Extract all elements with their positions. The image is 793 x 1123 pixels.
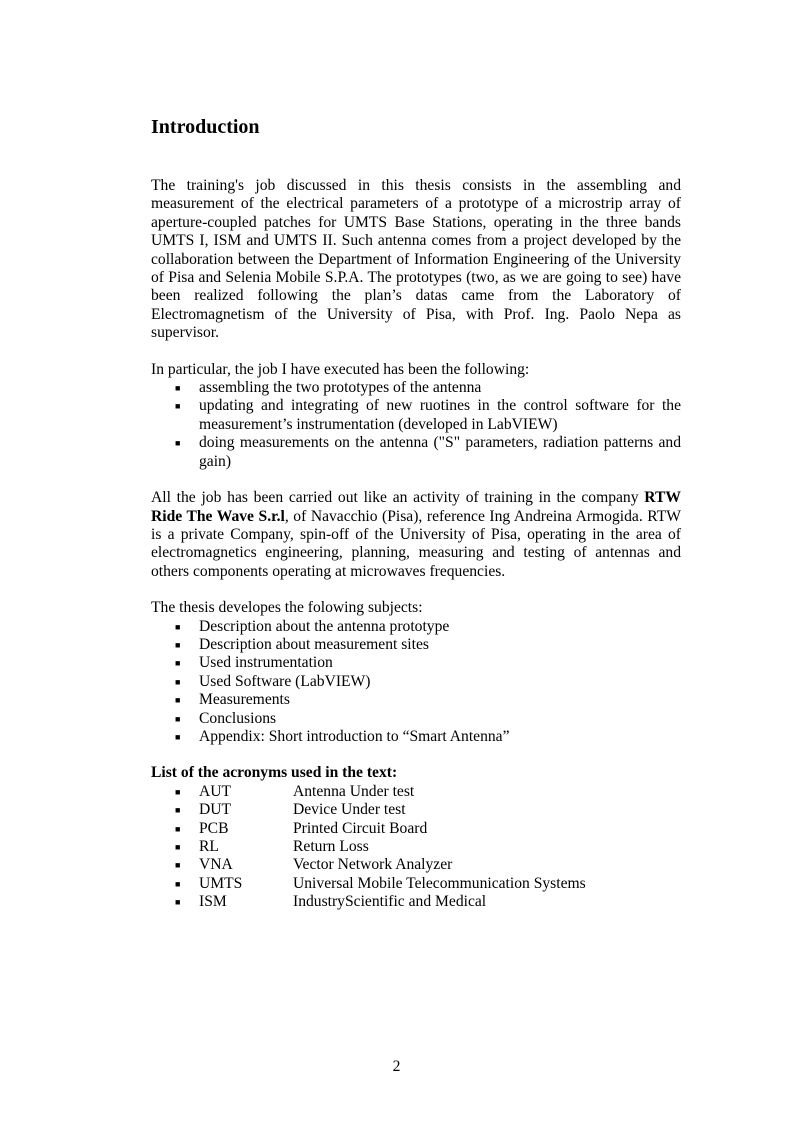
acronym-row bbox=[151, 820, 681, 838]
subjects-intro: The thesis developes the folowing subjects: bbox=[151, 599, 423, 617]
bullet-icon: ■ bbox=[175, 639, 181, 650]
list-item-text: Used Software (LabVIEW) bbox=[199, 672, 371, 690]
list-item-text: updating and integrating of new ruotines in the control software for the measurement’s instrumentation (developed in LabVIEW) bbox=[199, 397, 681, 433]
list-item-text: Used instrumentation bbox=[199, 654, 333, 672]
bullet-icon: ■ bbox=[175, 713, 181, 724]
subjects-list bbox=[151, 618, 681, 747]
bullet-icon: ■ bbox=[175, 823, 181, 834]
page-number: 2 bbox=[392, 1058, 401, 1075]
acronym-meaning: Antenna Under test bbox=[293, 782, 415, 800]
bullet-icon: ■ bbox=[175, 731, 181, 742]
list-item bbox=[151, 397, 681, 434]
acronym-abbr: AUT bbox=[199, 782, 232, 800]
acronym-row bbox=[151, 838, 681, 856]
list-item-text: Description about measurement sites bbox=[199, 635, 429, 653]
list-item bbox=[151, 728, 681, 746]
acronym-meaning: IndustryScientific and Medical bbox=[293, 893, 487, 911]
acronym-meaning: Printed Circuit Board bbox=[293, 819, 428, 837]
acronym-meaning: Universal Mobile Telecommunication Systems bbox=[293, 874, 586, 892]
list-item-text: Conclusions bbox=[199, 709, 277, 727]
company-paragraph-before: All the job has been carried out like an activity of training in the company bbox=[151, 489, 645, 507]
company-paragraph bbox=[151, 489, 681, 581]
bullet-icon: ■ bbox=[175, 860, 181, 871]
job-list bbox=[151, 379, 681, 471]
intro-paragraph: The training's job discussed in this thesis consists in the assembling and measurement of the electrical parameters of a prototype of a microstrip array of aperture-coupled patches for UMTS Base Stations, operating in the three bands UMTS I, ISM and UMTS II. Such antenna comes from a project developed by the collaboration between the Department of Information Engineering of the University of Pisa and Selenia Mobile S.P.A. The prototypes (two, as we are going to see) have been realized following the plan’s datas came from the Laboratory of Electromagnetism of the University of Pisa, with Prof. Ing. Paolo Nepa as supervisor. bbox=[151, 177, 681, 342]
acronym-abbr: ISM bbox=[199, 893, 227, 911]
acronym-abbr: PCB bbox=[199, 819, 229, 837]
acronym-abbr: RL bbox=[199, 838, 219, 855]
list-item bbox=[151, 673, 681, 691]
list-item bbox=[151, 691, 681, 709]
bullet-icon: ■ bbox=[175, 383, 181, 394]
acronym-abbr: DUT bbox=[199, 801, 232, 819]
acronym-meaning: Return Loss bbox=[293, 838, 369, 855]
acronym-row bbox=[151, 801, 681, 819]
bullet-icon: ■ bbox=[175, 786, 181, 797]
bullet-icon: ■ bbox=[175, 805, 181, 816]
acronym-meaning: Device Under test bbox=[293, 801, 406, 819]
list-item bbox=[151, 618, 681, 636]
page-title: Introduction bbox=[151, 116, 260, 138]
list-item bbox=[151, 654, 681, 672]
acronym-abbr: UMTS bbox=[199, 874, 243, 892]
acronym-meaning: Vector Network Analyzer bbox=[293, 856, 453, 874]
list-item-text: Appendix: Short introduction to “Smart Antenna” bbox=[199, 727, 510, 745]
acronym-row bbox=[151, 875, 681, 893]
list-item-text: Measurements bbox=[199, 691, 290, 709]
list-item bbox=[151, 710, 681, 728]
bullet-icon: ■ bbox=[175, 695, 181, 706]
bullet-icon: ■ bbox=[175, 878, 181, 889]
acronym-abbr: VNA bbox=[199, 856, 233, 874]
list-item-text: Description about the antenna prototype bbox=[199, 617, 450, 635]
list-item-text: doing measurements on the antenna ("S" parameters, radiation patterns and gain) bbox=[199, 434, 681, 470]
company-paragraph-after: , of Navacchio (Pisa), reference Ing Andreina Armogida. RTW is a private Company, spin-off of the University of Pisa, operating in the area of electromagnetics engineering, planning, measuring and testing of antennas and others components operating at microwaves frequencies. bbox=[151, 507, 681, 580]
list-item bbox=[151, 636, 681, 654]
acronym-row bbox=[151, 783, 681, 801]
list-item-text: assembling the two prototypes of the antenna bbox=[199, 379, 482, 397]
bullet-icon: ■ bbox=[175, 842, 181, 852]
bullet-icon: ■ bbox=[175, 621, 181, 632]
bullet-icon: ■ bbox=[175, 676, 181, 687]
bullet-icon: ■ bbox=[175, 897, 181, 908]
company-name: RTW Ride The Wave S.r.l bbox=[151, 489, 681, 525]
bullet-icon: ■ bbox=[175, 658, 181, 669]
bullet-icon: ■ bbox=[175, 438, 181, 449]
list-item bbox=[151, 379, 681, 397]
job-intro: In particular, the job I have executed has been the following: bbox=[151, 360, 530, 378]
acronym-row bbox=[151, 856, 681, 874]
list-item bbox=[151, 434, 681, 471]
acronym-row bbox=[151, 893, 681, 911]
document-page bbox=[151, 115, 681, 912]
acronyms-title: List of the acronyms used in the text: bbox=[151, 764, 398, 782]
acronyms-list bbox=[151, 783, 681, 912]
bullet-icon: ■ bbox=[175, 401, 181, 412]
